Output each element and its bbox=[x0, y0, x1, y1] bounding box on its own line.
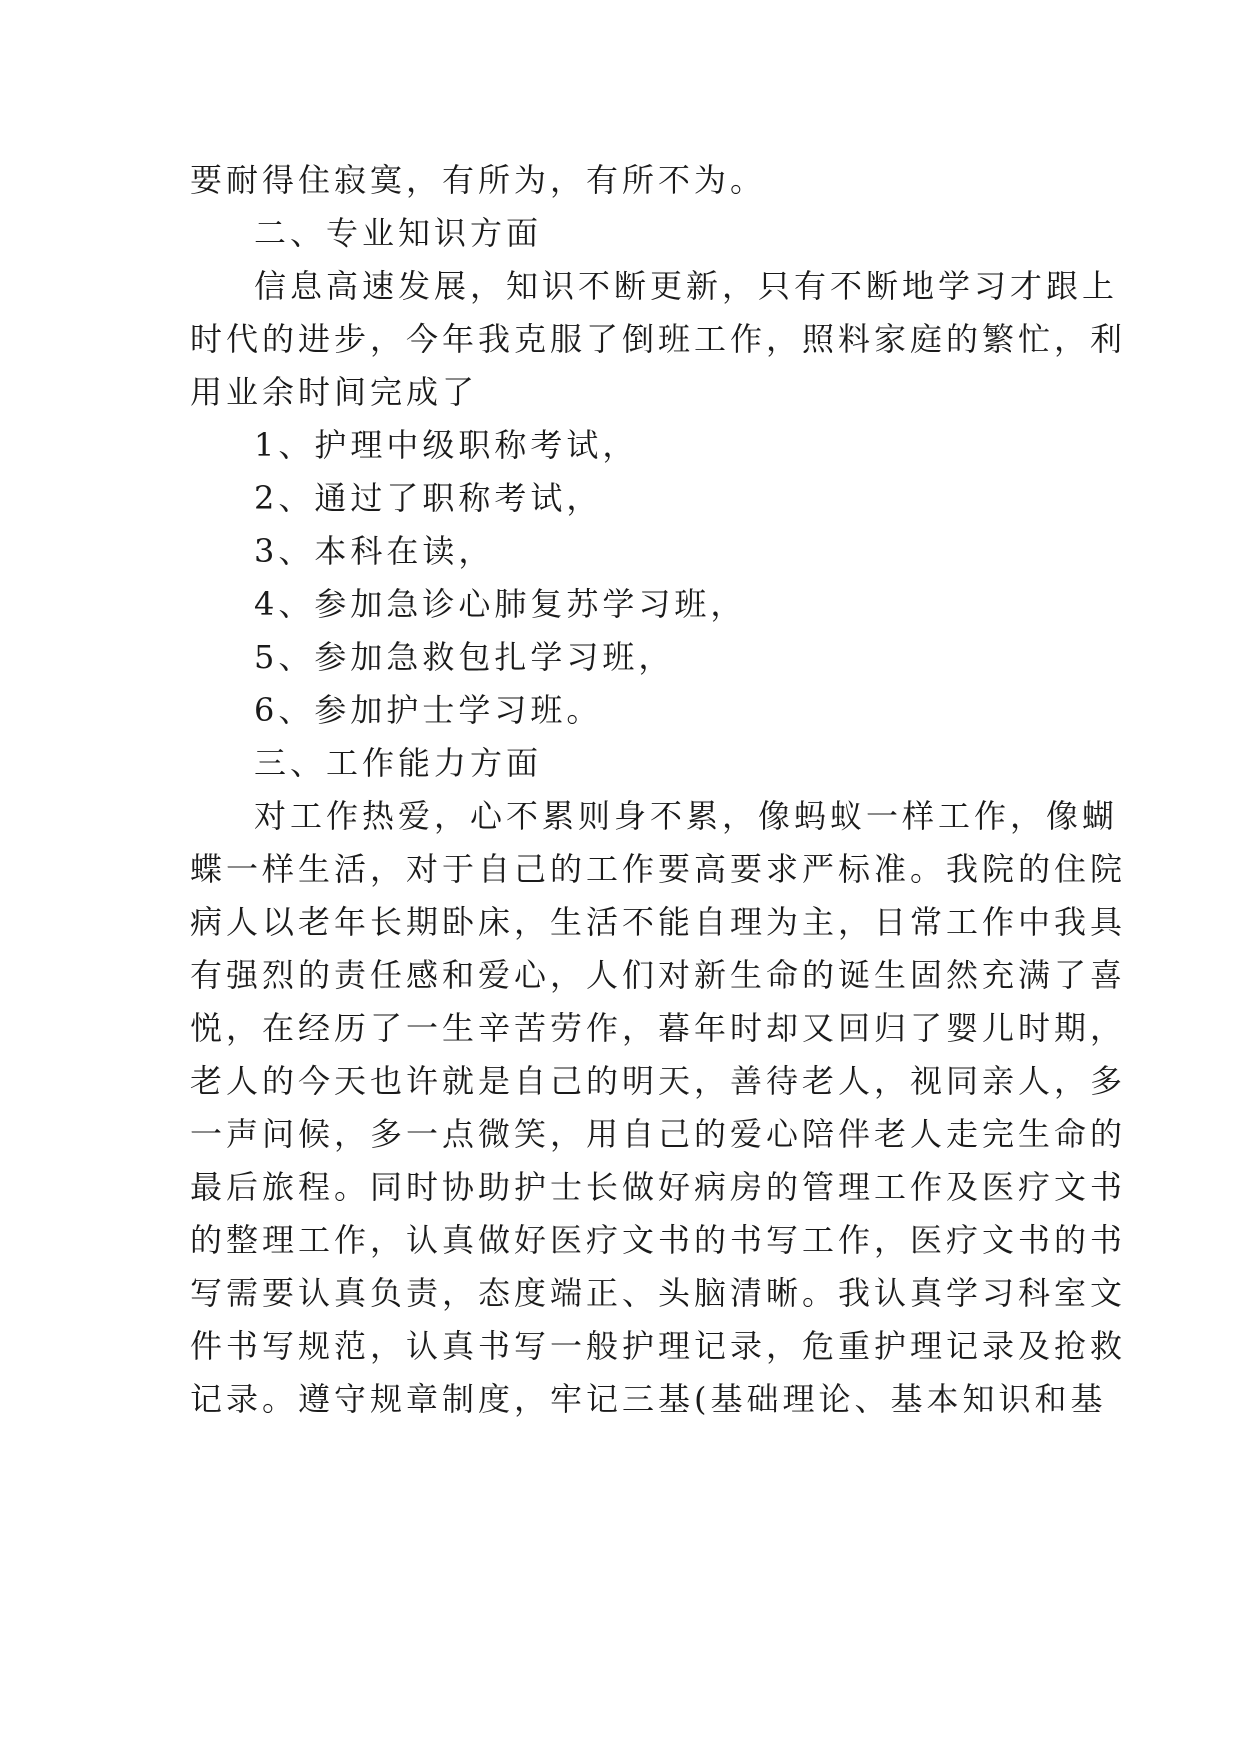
list-item: 3、本科在读， bbox=[254, 532, 495, 570]
list-item: 4、参加急诊心肺复苏学习班， bbox=[254, 585, 747, 623]
list-item: 5、参加急救包扎学习班， bbox=[254, 638, 675, 676]
text-line: 有强烈的责任感和爱心，人们对新生命的诞生固然充满了喜 bbox=[190, 956, 1127, 994]
text-line: 病人以老年长期卧床，生活不能自理为主，日常工作中我具 bbox=[190, 903, 1127, 941]
text-line: 写需要认真负责，态度端正、头脑清晰。我认真学习科室文 bbox=[190, 1274, 1127, 1312]
text-line: 蝶一样生活，对于自己的工作要高要求严标准。我院的住院 bbox=[190, 850, 1127, 888]
text-line: 记录。遵守规章制度，牢记三基(基础理论、基本知识和基 bbox=[190, 1380, 1107, 1418]
text-line: 对工作热爱，心不累则身不累，像蚂蚁一样工作，像蝴 bbox=[254, 797, 1119, 835]
text-line: 老人的今天也许就是自己的明天，善待老人，视同亲人，多 bbox=[190, 1062, 1127, 1100]
text-line: 件书写规范，认真书写一般护理记录，危重护理记录及抢救 bbox=[190, 1327, 1127, 1365]
list-item: 1、护理中级职称考试， bbox=[254, 426, 639, 464]
list-item: 6、参加护士学习班。 bbox=[254, 691, 603, 729]
text-line: 时代的进步，今年我克服了倒班工作，照料家庭的繁忙，利 bbox=[190, 320, 1127, 358]
text-line: 一声问候，多一点微笑，用自己的爱心陪伴老人走完生命的 bbox=[190, 1115, 1127, 1153]
text-line: 悦，在经历了一生辛苦劳作，暮年时却又回归了婴儿时期， bbox=[190, 1009, 1127, 1047]
text-line: 用业余时间完成了 bbox=[190, 373, 479, 411]
section-heading: 三、工作能力方面 bbox=[254, 744, 543, 782]
text-line: 最后旅程。同时协助护士长做好病房的管理工作及医疗文书 bbox=[190, 1168, 1127, 1206]
text-line: 的整理工作，认真做好医疗文书的书写工作，医疗文书的书 bbox=[190, 1221, 1127, 1259]
text-line: 信息高速发展，知识不断更新，只有不断地学习才跟上 bbox=[254, 267, 1119, 305]
section-heading: 二、专业知识方面 bbox=[254, 214, 543, 252]
list-item: 2、通过了职称考试， bbox=[254, 479, 603, 517]
text-line: 要耐得住寂寞，有所为，有所不为。 bbox=[190, 161, 767, 199]
